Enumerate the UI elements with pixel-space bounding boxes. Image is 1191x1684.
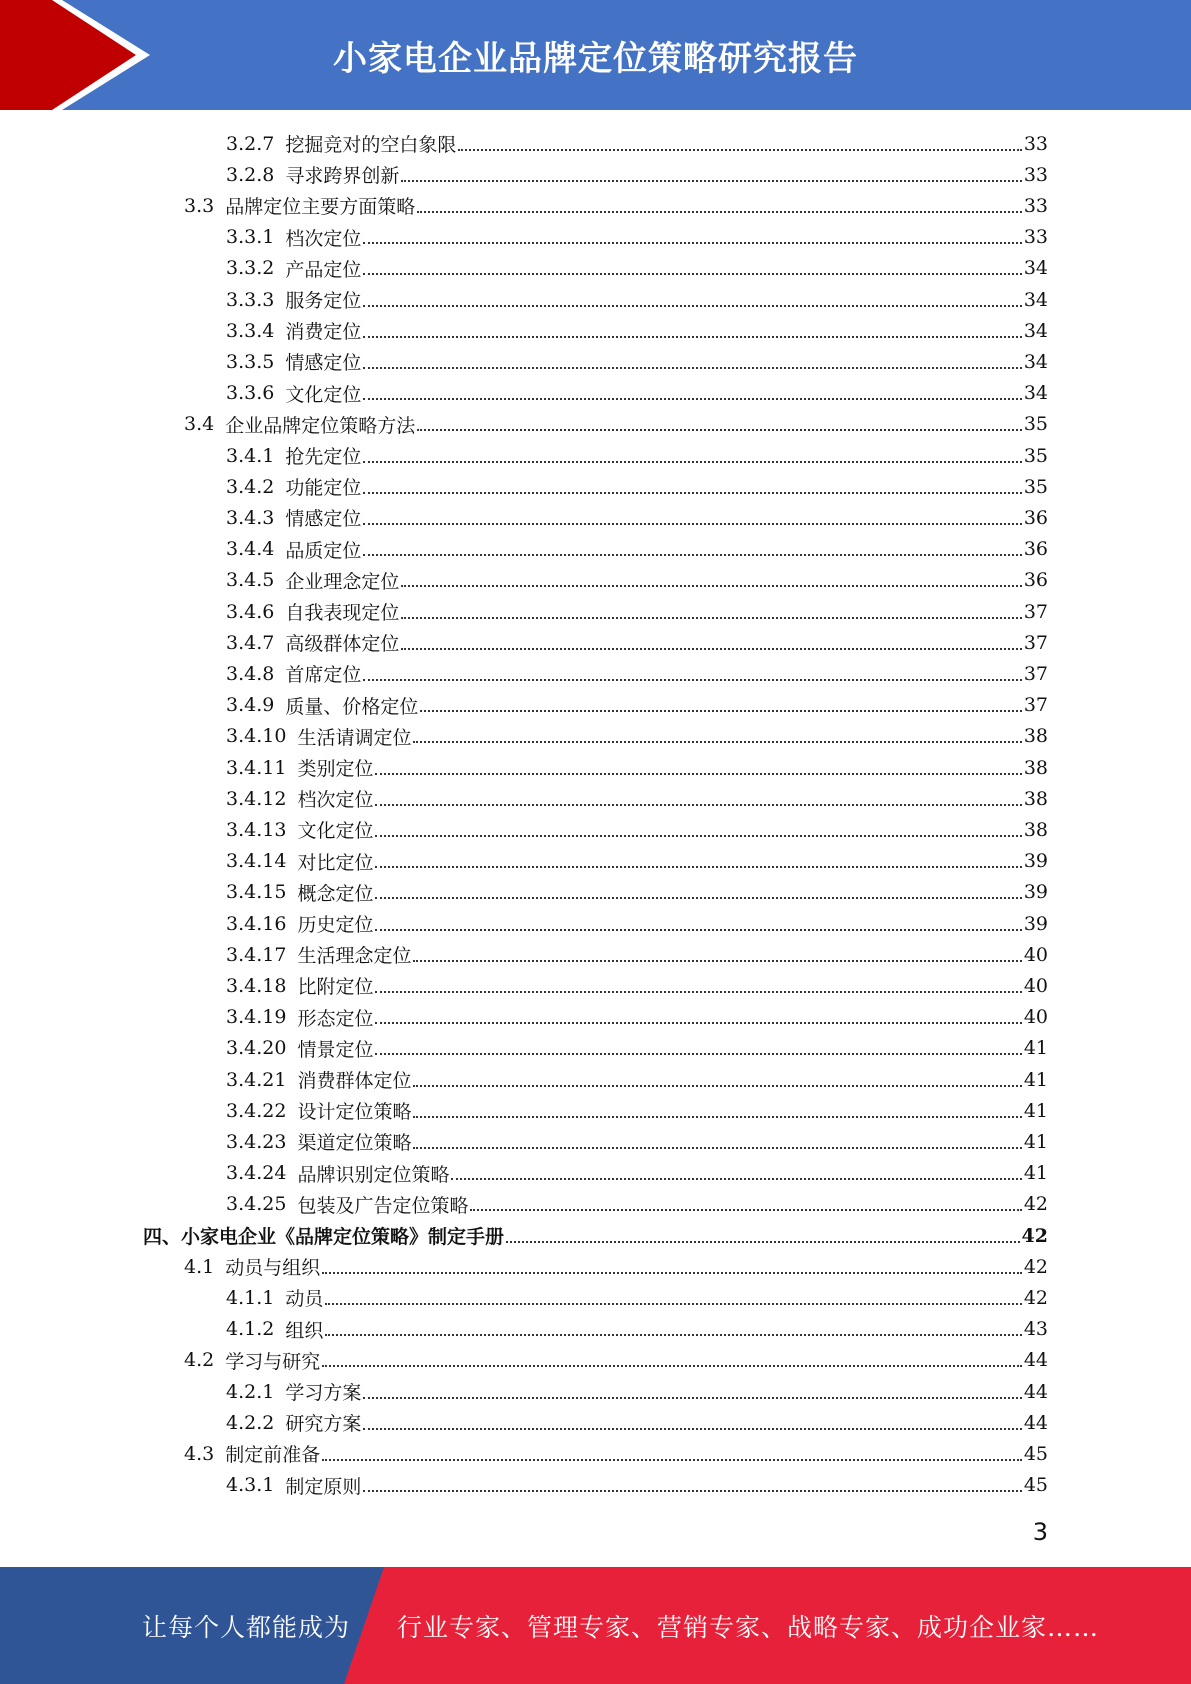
toc-dot-leader [375, 991, 1021, 993]
toc-dot-leader [413, 960, 1021, 962]
toc-dot-leader [375, 773, 1021, 775]
toc-entry-page: 35 [1023, 444, 1048, 467]
toc-entry-number: 4.1.1 [226, 1286, 275, 1309]
toc-entry-page: 37 [1023, 600, 1048, 623]
toc-dot-leader [375, 866, 1021, 868]
toc-entry[interactable] [226, 908, 1048, 939]
toc-entry-number: 3.4.10 [226, 725, 287, 748]
toc-entry-page: 41 [1023, 1162, 1048, 1185]
toc-entry[interactable] [226, 1376, 1048, 1407]
footer-slogan-right: 行业专家、管理专家、营销专家、战略专家、成功企业家…… [397, 1612, 1100, 1642]
toc-entry-number: 3.4.14 [226, 850, 287, 873]
toc-entry[interactable] [226, 970, 1048, 1001]
toc-entry-number: 3.4.8 [226, 662, 275, 685]
toc-entry-title: 形态定位 [297, 1007, 374, 1030]
toc-dot-leader [363, 242, 1021, 244]
toc-entry-page: 39 [1023, 850, 1048, 873]
toc-entry-page: 34 [1023, 382, 1048, 405]
toc-dot-leader [413, 1116, 1021, 1118]
toc-entry-title: 动员 [285, 1288, 324, 1311]
toc-entry[interactable] [226, 846, 1048, 877]
toc-entry[interactable] [226, 721, 1048, 752]
toc-entry[interactable] [226, 1282, 1048, 1313]
toc-entry-number: 3.4.12 [226, 787, 287, 810]
toc-dot-leader [322, 1272, 1022, 1274]
toc-entry[interactable] [226, 1064, 1048, 1095]
toc-entry-title: 档次定位 [285, 227, 362, 250]
toc-entry-page: 42 [1021, 1224, 1048, 1247]
toc-entry-page: 45 [1023, 1474, 1048, 1497]
toc-entry[interactable] [184, 409, 1048, 440]
toc-entry[interactable] [226, 502, 1048, 533]
toc-entry[interactable] [226, 690, 1048, 721]
toc-entry-number: 3.4.23 [226, 1130, 287, 1153]
toc-entry-page: 44 [1023, 1380, 1048, 1403]
toc-dot-leader [363, 492, 1021, 494]
toc-entry-number: 3.4.25 [226, 1193, 287, 1216]
toc-dot-leader [363, 1428, 1021, 1430]
toc-entry-page: 41 [1023, 1037, 1048, 1060]
toc-entry-number: 3.4.5 [226, 569, 275, 592]
toc-entry-title: 设计定位策略 [297, 1101, 412, 1124]
toc-entry-number: 3.3.6 [226, 382, 275, 405]
toc-entry-title: 制定原则 [285, 1475, 362, 1498]
toc-entry-number: 3.4.13 [226, 818, 287, 841]
page-footer [0, 1567, 1191, 1684]
toc-entry-title: 包装及广告定位策略 [297, 1194, 469, 1217]
toc-entry-title: 消费群体定位 [297, 1070, 412, 1092]
toc-entry-title: 学习方案 [285, 1382, 362, 1404]
toc-entry[interactable] [226, 1158, 1048, 1189]
toc-dot-leader [375, 804, 1021, 806]
header-chevron [0, 0, 160, 110]
toc-entry[interactable] [226, 565, 1048, 596]
toc-entry-number: 4.3 [184, 1442, 215, 1465]
toc-dot-leader [375, 1022, 1021, 1024]
toc-entry-page: 40 [1023, 974, 1048, 997]
toc-entry-title: 情感定位 [285, 508, 362, 531]
toc-entry-number: 3.4.20 [226, 1037, 287, 1060]
toc-dot-leader [451, 1178, 1021, 1180]
toc-entry-number: 3.3.1 [226, 226, 275, 249]
toc-entry[interactable] [226, 814, 1048, 845]
toc-entry-title: 研究方案 [285, 1413, 362, 1436]
toc-dot-leader [417, 211, 1022, 213]
toc-entry[interactable] [184, 1345, 1048, 1376]
toc-entry-page: 33 [1023, 132, 1048, 155]
toc-dot-leader [413, 1085, 1021, 1087]
toc-entry-number: 3.4.1 [226, 444, 275, 467]
toc-entry-title: 历史定位 [297, 914, 374, 936]
page-header [0, 0, 1191, 110]
toc-entry-title: 四、小家电企业《品牌定位策略》制定手册 [143, 1226, 505, 1248]
toc-entry[interactable] [226, 939, 1048, 970]
toc-entry-page: 44 [1023, 1349, 1048, 1372]
toc-entry-title: 档次定位 [297, 789, 374, 812]
toc-dot-leader [363, 1490, 1021, 1492]
toc-entry-number: 3.4.9 [226, 694, 275, 717]
toc-dot-leader [322, 1459, 1022, 1461]
toc-entry-title: 品质定位 [285, 539, 362, 562]
toc-entry-page: 42 [1023, 1286, 1048, 1309]
toc-entry-page: 37 [1023, 662, 1048, 685]
toc-entry[interactable] [226, 315, 1048, 346]
toc-entry[interactable] [226, 1470, 1048, 1501]
toc-entry-title: 情感定位 [285, 352, 362, 375]
toc-entry[interactable] [226, 1189, 1048, 1220]
toc-entry-number: 3.4.11 [226, 756, 287, 779]
toc-entry[interactable] [226, 128, 1048, 159]
toc-dot-leader [401, 180, 1021, 182]
toc-entry-page: 34 [1023, 350, 1048, 373]
toc-entry[interactable] [226, 471, 1048, 502]
toc-dot-leader [401, 648, 1021, 650]
toc-entry-number: 3.3.3 [226, 288, 275, 311]
toc-entry-title: 对比定位 [297, 851, 374, 874]
toc-entry-title: 学习与研究 [225, 1350, 321, 1373]
toc-entry-page: 43 [1023, 1318, 1048, 1341]
toc-entry-number: 3.3.5 [226, 350, 275, 373]
toc-entry-number: 4.2.2 [226, 1411, 275, 1434]
toc-entry-title: 制定前准备 [225, 1444, 321, 1467]
toc-entry-number: 4.2.1 [226, 1380, 275, 1403]
toc-entry-title: 挖掘竞对的空白象限 [285, 134, 457, 156]
toc-entry-title: 生活请调定位 [297, 726, 412, 749]
toc-dot-leader [401, 617, 1021, 619]
toc-entry-page: 36 [1023, 538, 1048, 561]
toc-entry[interactable] [184, 1438, 1048, 1469]
toc-entry-page: 38 [1023, 725, 1048, 748]
toc-dot-leader [363, 523, 1021, 525]
toc-dot-leader [375, 929, 1021, 931]
toc-entry-number: 3.4.15 [226, 881, 287, 904]
toc-entry-title: 概念定位 [297, 882, 374, 905]
toc-entry-title: 品牌识别定位策略 [297, 1163, 450, 1186]
toc-entry-title: 企业品牌定位策略方法 [225, 414, 416, 437]
toc-dot-leader [363, 554, 1021, 556]
toc-dot-leader [413, 741, 1021, 743]
toc-entry[interactable] [226, 284, 1048, 315]
toc-entry-number: 3.2.8 [226, 163, 275, 186]
toc-entry-title: 高级群体定位 [285, 633, 400, 656]
toc-entry[interactable] [226, 222, 1048, 253]
toc-entry-page: 39 [1023, 912, 1048, 935]
toc-entry-number: 3.4.7 [226, 631, 275, 654]
toc-entry-number: 3.2.7 [226, 132, 275, 155]
toc-entry-page: 34 [1023, 257, 1048, 280]
toc-entry[interactable] [143, 1220, 1048, 1251]
toc-entry-number: 3.4.24 [226, 1162, 287, 1185]
toc-entry-page: 40 [1023, 943, 1048, 966]
toc-entry-number: 3.4.3 [226, 506, 275, 529]
toc-entry[interactable] [226, 1095, 1048, 1126]
toc-entry[interactable] [226, 346, 1048, 377]
toc-entry-title: 寻求跨界创新 [285, 165, 400, 188]
toc-entry-title: 功能定位 [285, 477, 362, 500]
toc-dot-leader [363, 273, 1021, 275]
toc-entry-page: 41 [1023, 1130, 1048, 1153]
toc-dot-leader [470, 1209, 1021, 1211]
toc-dot-leader [413, 1147, 1021, 1149]
toc-entry-title: 服务定位 [285, 290, 362, 312]
toc-entry-page: 37 [1023, 694, 1048, 717]
toc-dot-leader [506, 1241, 1020, 1243]
toc-dot-leader [325, 1303, 1021, 1305]
toc-dot-leader [322, 1365, 1022, 1367]
toc-entry-number: 3.3.4 [226, 319, 275, 342]
toc-entry[interactable] [226, 534, 1048, 565]
toc-entry-page: 45 [1023, 1442, 1048, 1465]
toc-entry-page: 41 [1023, 1099, 1048, 1122]
toc-entry-number: 3.4.22 [226, 1099, 287, 1122]
toc-entry-title: 动员与组织 [225, 1257, 321, 1280]
toc-entry[interactable] [226, 658, 1048, 689]
toc-entry-title: 情景定位 [297, 1038, 374, 1061]
toc-entry-title: 质量、价格定位 [285, 695, 419, 718]
toc-entry-number: 3.4.17 [226, 943, 287, 966]
toc-entry-page: 40 [1023, 1006, 1048, 1029]
toc-entry-title: 首席定位 [285, 664, 362, 687]
toc-entry[interactable] [226, 783, 1048, 814]
toc-dot-leader [363, 305, 1021, 307]
toc-entry-title: 企业理念定位 [285, 570, 400, 593]
toc-entry-page: 42 [1023, 1193, 1048, 1216]
toc-entry-number: 3.4.2 [226, 475, 275, 498]
toc-entry-number: 4.1 [184, 1255, 215, 1278]
toc-entry[interactable] [226, 378, 1048, 409]
toc-entry-title: 类别定位 [297, 758, 374, 780]
toc-entry-page: 34 [1023, 288, 1048, 311]
toc-entry-title: 比附定位 [297, 976, 374, 999]
toc-entry-page: 39 [1023, 881, 1048, 904]
toc-entry-page: 38 [1023, 818, 1048, 841]
toc-entry-number: 3.4 [184, 413, 215, 436]
toc-entry-number: 3.4.6 [226, 600, 275, 623]
toc-entry-number: 3.4.19 [226, 1006, 287, 1029]
toc-entry-title: 生活理念定位 [297, 945, 412, 968]
toc-entry-page: 44 [1023, 1411, 1048, 1434]
toc-entry-title: 消费定位 [285, 321, 362, 344]
toc-entry-title: 抢先定位 [285, 446, 362, 468]
toc-entry[interactable] [184, 190, 1048, 221]
toc-entry-page: 37 [1023, 631, 1048, 654]
toc-entry-number: 4.1.2 [226, 1318, 275, 1341]
toc-entry-title: 文化定位 [297, 820, 374, 843]
toc-dot-leader [417, 429, 1022, 431]
toc-entry[interactable] [226, 1002, 1048, 1033]
toc-entry-page: 36 [1023, 569, 1048, 592]
toc-dot-leader [375, 897, 1021, 899]
toc-entry-page: 38 [1023, 756, 1048, 779]
toc-entry[interactable] [226, 1407, 1048, 1438]
toc-entry-page: 36 [1023, 506, 1048, 529]
toc-entry[interactable] [226, 877, 1048, 908]
toc-entry[interactable] [226, 440, 1048, 471]
toc-entry[interactable] [226, 253, 1048, 284]
toc-dot-leader [420, 710, 1021, 712]
toc-entry-page: 41 [1023, 1068, 1048, 1091]
toc-dot-leader [401, 585, 1021, 587]
toc-entry-page: 38 [1023, 787, 1048, 810]
toc-dot-leader [325, 1334, 1021, 1336]
toc-entry-number: 3.4.4 [226, 538, 275, 561]
toc-entry[interactable] [226, 596, 1048, 627]
toc-entry-page: 33 [1023, 226, 1048, 249]
footer-slogan-left: 让每个人都能成为 [142, 1612, 351, 1642]
toc-entry-number: 3.4.16 [226, 912, 287, 935]
toc-dot-leader [363, 461, 1021, 463]
toc-entry-number: 3.4.21 [226, 1068, 287, 1091]
toc-dot-leader [363, 1397, 1021, 1399]
toc-entry-number: 4.2 [184, 1349, 215, 1372]
toc-entry-number: 3.4.18 [226, 974, 287, 997]
toc-dot-leader [375, 1053, 1021, 1055]
page-number: 3 [1032, 1518, 1048, 1546]
toc-entry[interactable] [226, 1314, 1048, 1345]
toc-dot-leader [363, 336, 1021, 338]
toc-entry-page: 35 [1023, 413, 1048, 436]
toc-entry-title: 文化定位 [285, 383, 362, 406]
toc-entry-page: 33 [1023, 194, 1048, 217]
toc-entry-title: 自我表现定位 [285, 602, 400, 624]
toc-entry-page: 34 [1023, 319, 1048, 342]
toc-entry-number: 3.3.2 [226, 257, 275, 280]
toc-entry[interactable] [226, 627, 1048, 658]
toc-entry-title: 产品定位 [285, 258, 362, 281]
toc-dot-leader [458, 149, 1021, 151]
toc-entry-page: 33 [1023, 163, 1048, 186]
toc-entry-number: 4.3.1 [226, 1474, 275, 1497]
toc-entry[interactable] [226, 752, 1048, 783]
toc-entry[interactable] [226, 1126, 1048, 1157]
toc-dot-leader [363, 367, 1021, 369]
toc-entry-title: 渠道定位策略 [297, 1132, 412, 1155]
toc-entry[interactable] [226, 159, 1048, 190]
toc-entry-number: 3.3 [184, 194, 215, 217]
toc-entry-title: 组织 [285, 1319, 324, 1342]
toc-dot-leader [375, 835, 1021, 837]
toc-dot-leader [363, 679, 1021, 681]
toc-entry-page: 42 [1023, 1255, 1048, 1278]
toc-entry-title: 品牌定位主要方面策略 [225, 196, 416, 219]
toc-entry[interactable] [226, 1033, 1048, 1064]
toc-entry[interactable] [184, 1251, 1048, 1282]
toc-dot-leader [363, 398, 1021, 400]
toc-entry-page: 35 [1023, 475, 1048, 498]
report-title: 小家电企业品牌定位策略研究报告 [333, 38, 858, 79]
